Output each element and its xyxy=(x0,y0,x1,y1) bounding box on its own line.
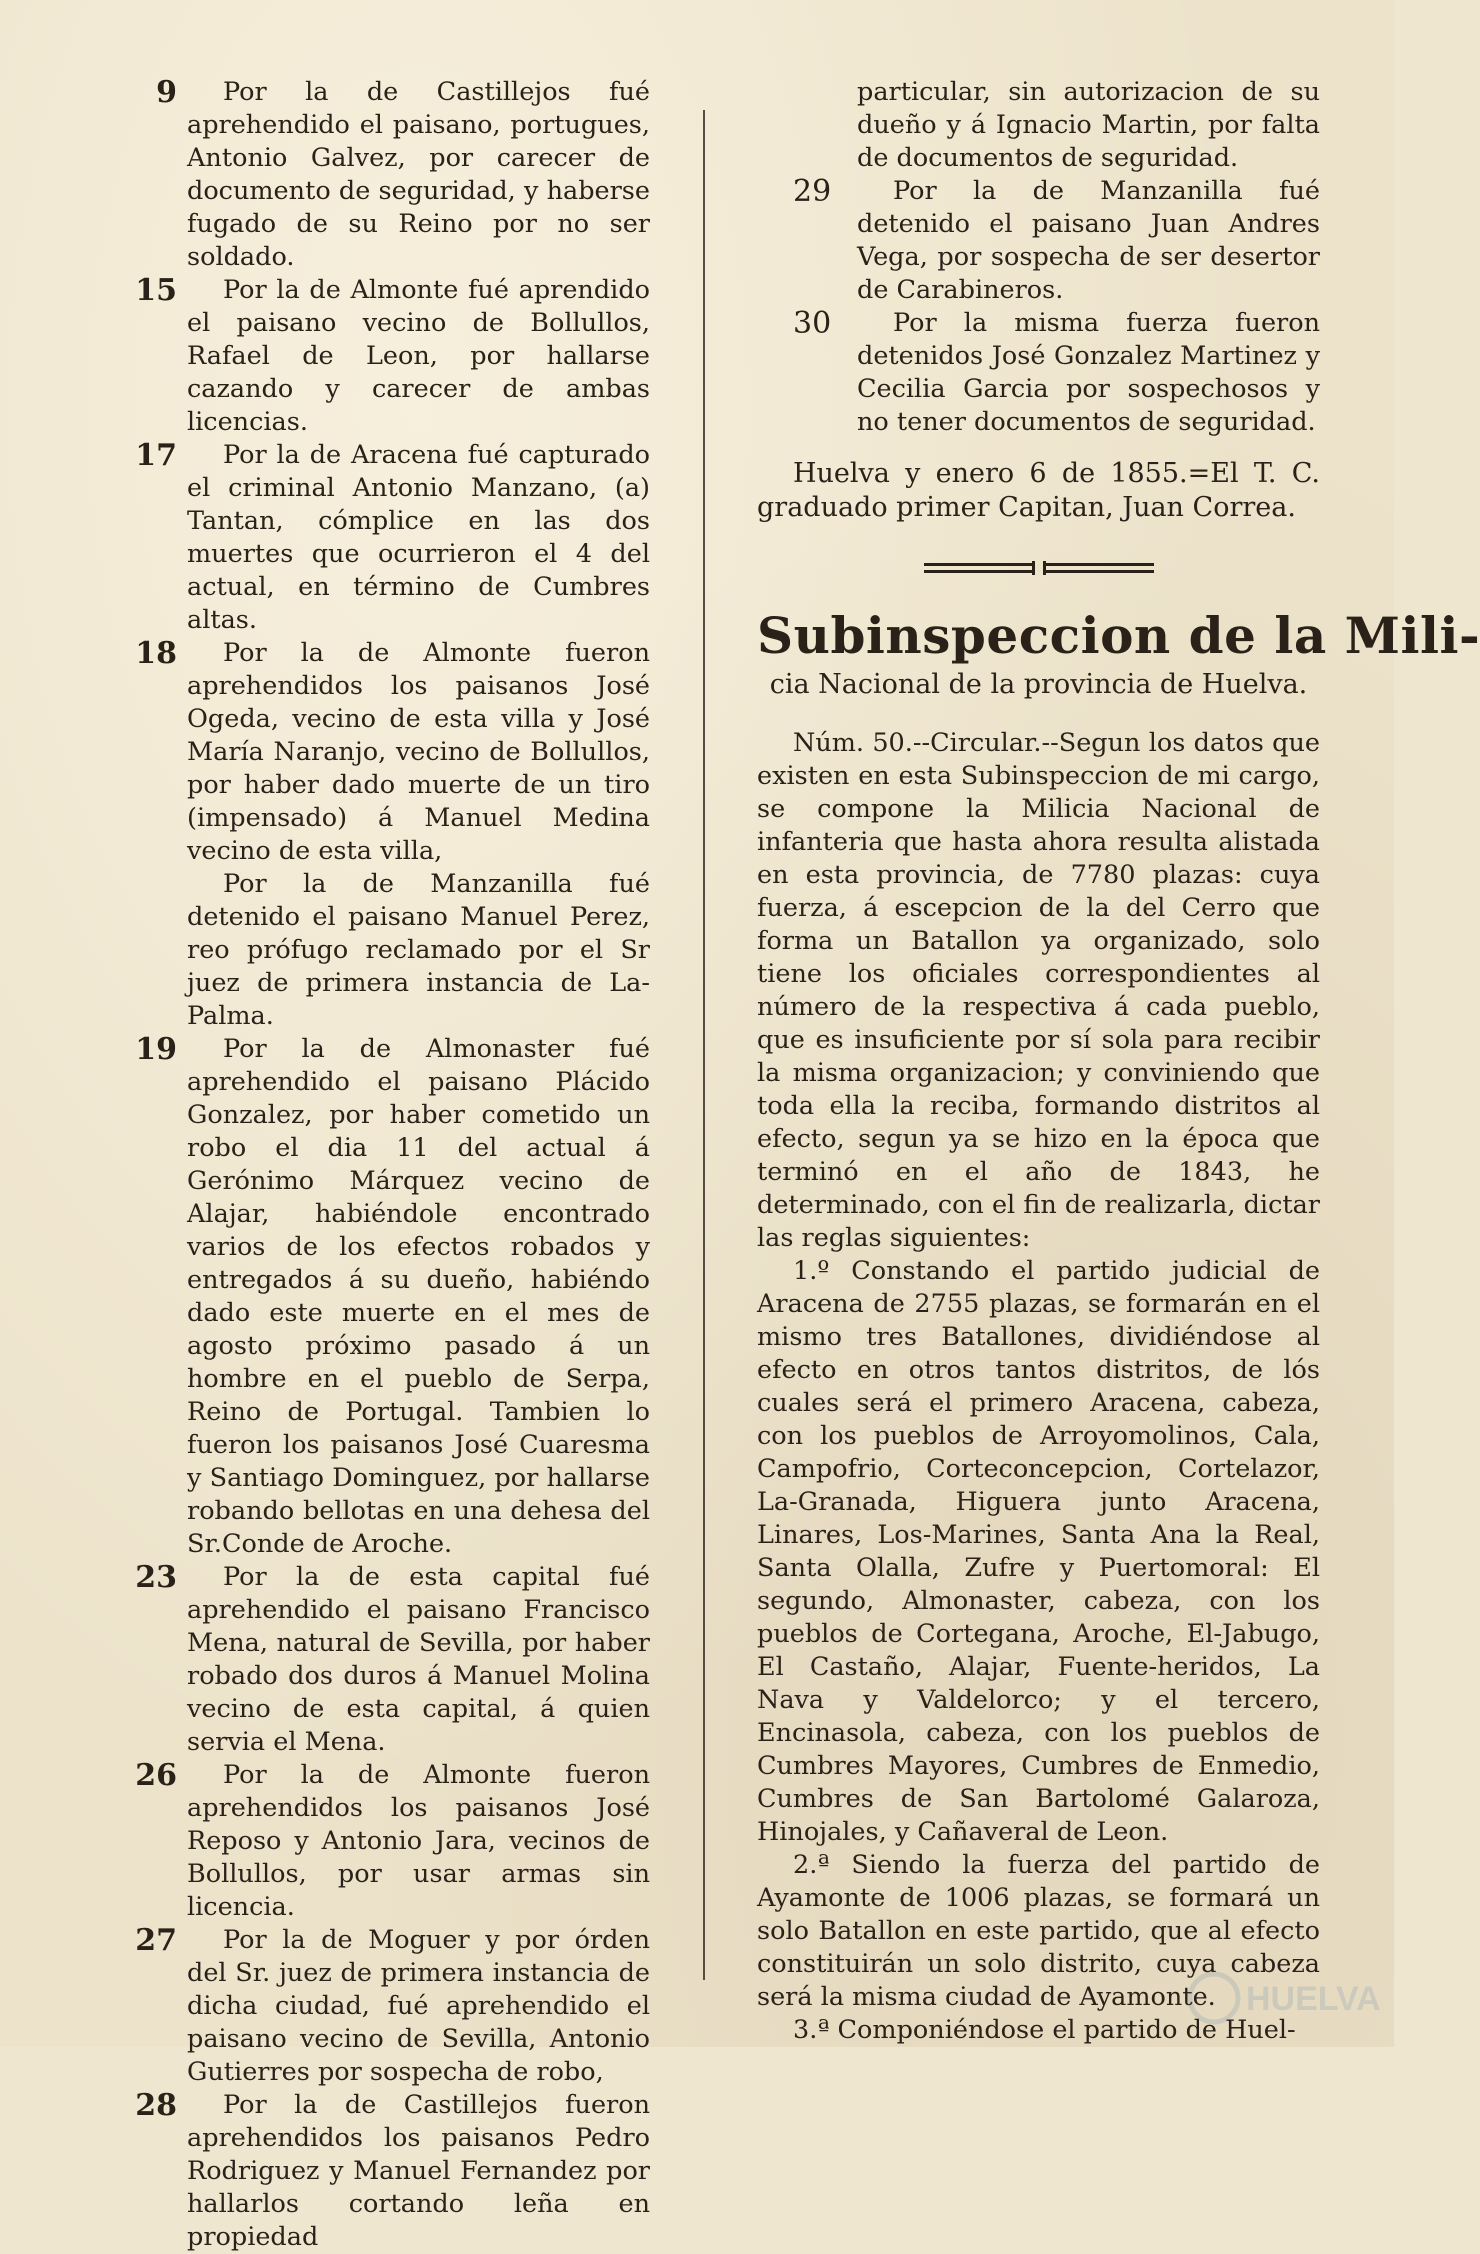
entry-text: Por la de Manzanilla fué detenido el paisano Juan Andres Vega, por sospecha de ser desertor de Carabineros. xyxy=(857,176,1320,305)
entry-day: 18 xyxy=(135,636,177,671)
list-item xyxy=(80,2089,650,2254)
entry-text: Por la de Castillejos fué aprehendido el paisano, portugues, Antonio Galvez, por carecer de documento de seguridad, y haberse fugado de su Reino por no ser soldado. xyxy=(187,77,650,272)
entry-text: Por la de Manzanilla fué detenido el paisano Manuel Perez, reo prófugo reclamado por el Sr juez de primera instancia de La-Palma. xyxy=(187,869,650,1031)
continued-text: particular, sin autorizacion de su dueño y á Ignacio Martin, por falta de documentos de seguridad. xyxy=(857,77,1320,173)
entry-day: 26 xyxy=(135,1758,177,1793)
list-item xyxy=(80,1924,650,2089)
article-1: 1.º Constando el partido judicial de Aracena de 2755 plazas, se formarán en el mismo tres Batallones, dividiéndose al efecto en otros tantos distritos, de lós cuales será el primero Aracena, cabeza, con los pueblos de Arroyomolinos, Cala, Campofrio, Corteconcepcion, Cortelazor, La-Granada, Higuera junto Aracena, Linares, Los-Marines, Santa Ana la Real, Santa Olalla, Zufre y Puertomoral: El segundo, Almonaster, cabeza, con los pueblos de Cortegana, Aroche, El-Jabugo, El Castaño, Alajar, Fuente-heridos, La Nava y Valdelorco; y el tercero, Encinasola, cabeza, con los pueblos de Cumbres Mayores, Cumbres de Enmedio, Cumbres de San Bartolomé Galaroza, Hinojales, y Cañaveral de Leon. xyxy=(757,1256,1320,1847)
entry-day: 19 xyxy=(135,1032,177,1067)
entry-day: 28 xyxy=(135,2088,177,2123)
entry-text: Por la de Almonte fueron aprehendidos los paisanos José Reposo y Antonio Jara, vecinos de Bollullos, por usar armas sin licencia. xyxy=(187,1760,650,1922)
list-item xyxy=(757,175,1320,307)
list-item xyxy=(80,1033,650,1561)
archive-watermark-icon xyxy=(1184,1963,1384,2033)
entry-day: 27 xyxy=(135,1923,177,1958)
section-ornament xyxy=(924,561,1154,575)
list-item xyxy=(80,868,650,1033)
entry-text: Por la de Castillejos fueron aprehendidos los paisanos Pedro Rodriguez y Manuel Fernandez por hallarlos cortando leña en propiedad xyxy=(187,2090,650,2252)
list-item xyxy=(80,637,650,868)
column-divider xyxy=(703,110,705,1980)
article-3: 3.ª Componiéndose el partido de Huel- xyxy=(793,2015,1296,2045)
list-item xyxy=(757,307,1320,439)
left-column xyxy=(80,76,650,2254)
entry-text: Por la de Almonte fueron aprehendidos los paisanos José Ogeda, vecino de esta villa y José María Naranjo, vecino de Bollullos, por haber dado muerte de un tiro (impensado) á Manuel Medina vecino de esta villa, xyxy=(187,638,650,866)
entry-text: Por la de Moguer y por órden del Sr. juez de primera instancia de dicha ciudad, fué aprehendido el paisano vecino de Sevilla, Antonio Gutierres por sospecha de robo, xyxy=(187,1925,650,2087)
entry-text: Por la misma fuerza fueron detenidos José Gonzalez Martinez y Cecilia Garcia por sospechosos y no tener documentos de seguridad. xyxy=(857,308,1320,437)
entry-text: Por la de Aracena fué capturado el criminal Antonio Manzano, (a) Tantan, cómplice en las dos muertes que ocurrieron el 4 del actual, en término de Cumbres altas. xyxy=(187,440,650,635)
circular-intro: Núm. 50.--Circular.--Segun los datos que existen en esta Subinspeccion de mi cargo, se compone la Milicia Nacional de infanteria que hasta ahora resulta alistada en esta provincia, de 7780 plazas: cuya fuerza, á escepcion de la del Cerro que forma un Batallon ya organizado, solo tiene los oficiales correspondientes al número de la respectiva á cada pueblo, que es insuficiente por sí sola para recibir la misma organizacion; y conviniendo que toda ella la reciba, formando distritos al efecto, segun ya se hizo en la época que terminó en el año de 1843, he determinado, con el fin de realizarla, dictar las reglas siguientes: xyxy=(757,728,1320,1253)
list-item xyxy=(80,439,650,637)
article-2: 2.ª Siendo la fuerza del partido de Ayamonte de 1006 plazas, se formará un solo Batallon en este partido, que al efecto constituirán un solo distrito, cuya cabeza será la misma ciudad de Ayamonte. xyxy=(757,1850,1320,2012)
list-item xyxy=(80,274,650,439)
entry-text: Por la de Almonaster fué aprehendido el paisano Plácido Gonzalez, por haber cometido un robo el dia 11 del actual á Gerónimo Márquez vecino de Alajar, habiéndole encontrado varios de los efectos robados y entregados á su dueño, habiéndo dado este muerte en el mes de agosto próximo pasado á un hombre en el pueblo de Serpa, Reino de Portugal. Tambien lo fueron los paisanos José Cuaresma y Santiago Dominguez, por hallarse robando bellotas en una dehesa del Sr.Conde de Aroche. xyxy=(187,1034,650,1559)
signature-line: Huelva y enero 6 de 1855.=El T. C. graduado primer Capitan, Juan Correa. xyxy=(757,458,1320,523)
section-subtitle: cia Nacional de la provincia de Huelva. xyxy=(769,669,1308,700)
entry-day: 9 xyxy=(156,75,177,110)
entry-day: 30 xyxy=(793,306,832,341)
right-column xyxy=(757,76,1480,2047)
section-title: Subinspeccion de la Mili- xyxy=(757,606,1480,665)
list-item xyxy=(80,76,650,274)
entry-text: Por la de Almonte fué aprendido el paisano vecino de Bollullos, Rafael de Leon, por hallarse cazando y carecer de ambas licencias. xyxy=(187,275,650,437)
entry-day: 23 xyxy=(135,1560,177,1595)
entry-day: 15 xyxy=(135,273,177,308)
list-item xyxy=(80,1759,650,1924)
list-item xyxy=(80,1561,650,1759)
entry-day: 17 xyxy=(135,438,177,473)
entry-day: 29 xyxy=(793,174,832,209)
entry-text: Por la de esta capital fué aprehendido el paisano Francisco Mena, natural de Sevilla, por haber robado dos duros á Manuel Molina vecino de esta capital, á quien servia el Mena. xyxy=(187,1562,650,1757)
watermark-label: HUELVA xyxy=(1246,1980,1381,2018)
